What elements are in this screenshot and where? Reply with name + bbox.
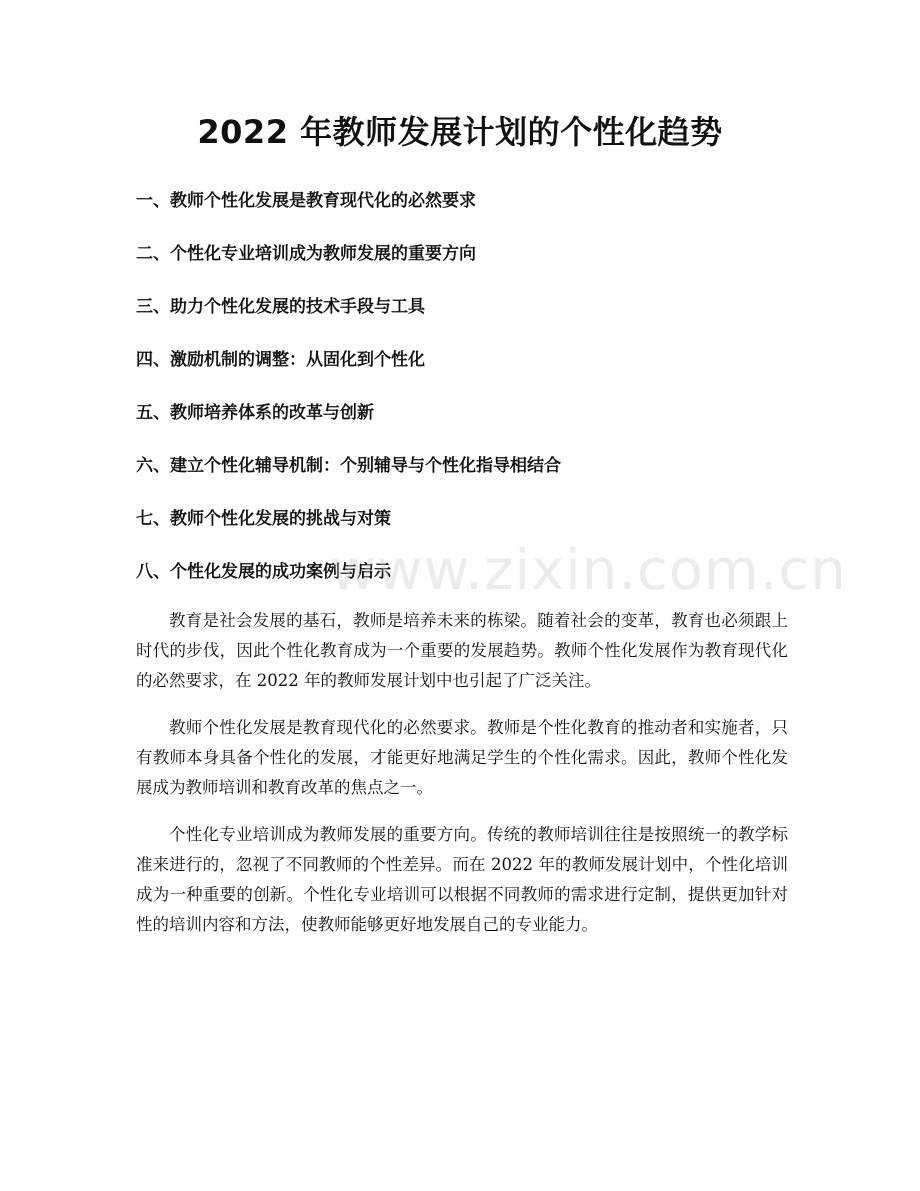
toc-item: 七、教师个性化发展的挑战与对策 (136, 509, 391, 529)
toc-item: 三、助力个性化发展的技术手段与工具 (136, 297, 425, 317)
table-of-contents (136, 186, 796, 610)
document-title: 2022 年教师发展计划的个性化趋势 (197, 113, 723, 151)
body-paragraph: 个性化专业培训成为教师发展的重要方向。传统的教师培训往往是按照统一的教学标准来进行的，忽视了不同教师的个性差异。而在 2022 年的教师发展计划中，个性化培训成为一种重要的创新。个性化专业培训可以根据不同教师的需求进行定制，提供更加针对性的培训内容和方法，使教师能够更好地发展自己的专业能力。 (136, 825, 788, 934)
document-body (136, 606, 788, 957)
watermark: www.zixin.com.cn (330, 538, 847, 603)
body-paragraph: 教师个性化发展是教育现代化的必然要求。教师是个性化教育的推动者和实施者，只有教师本身具备个性化的发展，才能更好地满足学生的个性化需求。因此，教师个性化发展成为教师培训和教育改革的焦点之一。 (136, 718, 788, 797)
toc-item: 一、教师个性化发展是教育现代化的必然要求 (136, 191, 476, 211)
toc-item: 八、个性化发展的成功案例与启示 (136, 562, 391, 582)
toc-item: 五、教师培养体系的改革与创新 (136, 403, 374, 423)
toc-item: 六、建立个性化辅导机制：个别辅导与个性化指导相结合 (136, 456, 561, 476)
body-paragraph: 教育是社会发展的基石，教师是培养未来的栋梁。随着社会的变革，教育也必须跟上时代的步伐，因此个性化教育成为一个重要的发展趋势。教师个性化发展作为教育现代化的必然要求，在 2022 年的教师发展计划中也引起了广泛关注。 (136, 611, 788, 690)
toc-item: 二、个性化专业培训成为教师发展的重要方向 (136, 244, 476, 264)
toc-item: 四、激励机制的调整：从固化到个性化 (136, 350, 425, 370)
